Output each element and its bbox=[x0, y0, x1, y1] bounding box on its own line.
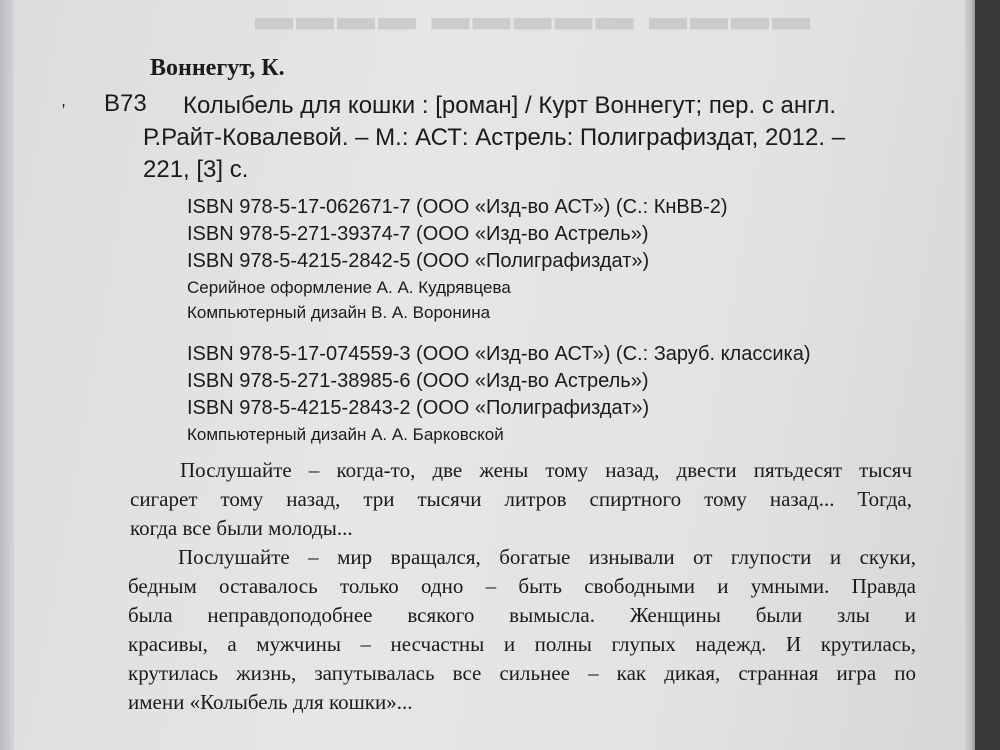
paragraph-line: когда все были молоды... bbox=[130, 516, 353, 540]
catalog-bibliographic-line-1: Колыбель для кошки : [роман] / Курт Воннегут; пер. с англ. bbox=[183, 92, 837, 119]
catalog-bibliographic-line-3: 221, [3] с. bbox=[143, 156, 249, 183]
show-through-text: ▬▬▬▬ ▬▬▬▬▬ ▬▬▬▬ bbox=[255, 9, 813, 51]
paragraph-line: имени «Колыбель для кошки»... bbox=[128, 690, 413, 714]
paragraph-line: Послушайте – когда-то, две жены тому назад, двести пятьдесят тысяч bbox=[180, 458, 912, 482]
page-speck: ' bbox=[62, 100, 66, 120]
paragraph-line: красивы, а мужчины – несчастны и полны глупых надежд. И крутилась, bbox=[128, 632, 916, 656]
epigraph-paragraph-2 bbox=[128, 543, 916, 717]
catalog-author: Воннегут, К. bbox=[150, 55, 285, 81]
paragraph-line: бедным оставалось только одно – быть свободными и умными. Правда bbox=[128, 574, 916, 598]
paragraph-line: Послушайте – мир вращался, богатые изнывали от глупости и скуки, bbox=[178, 545, 916, 569]
design-credit: Серийное оформление А. А. Кудрявцева bbox=[187, 278, 511, 297]
isbn-line: ISBN 978-5-4215-2843-2 (ООО «Полиграфиздат») bbox=[187, 397, 650, 419]
design-credit: Компьютерный дизайн В. А. Воронина bbox=[187, 303, 491, 322]
isbn-line: ISBN 978-5-4215-2842-5 (ООО «Полиграфиздат») bbox=[187, 250, 650, 272]
isbn-line: ISBN 978-5-271-38985-6 (ООО «Изд-во Астрель») bbox=[187, 370, 649, 392]
paragraph-line: сигарет тому назад, три тысячи литров спиртного тому назад... Тогда, bbox=[130, 487, 912, 511]
page-edge bbox=[965, 0, 975, 750]
paragraph-line: была неправдоподобнее всякого вымысла. Женщины были злы и bbox=[128, 603, 916, 627]
paragraph-line: крутилась жизнь, запутывалась все сильнее – как дикая, странная игра по bbox=[128, 661, 916, 685]
epigraph-paragraph-1 bbox=[130, 456, 912, 543]
catalog-code: В73 bbox=[104, 90, 147, 117]
isbn-line: ISBN 978-5-17-074559-3 (ООО «Изд-во АСТ») (С.: Заруб. классика) bbox=[187, 343, 811, 365]
catalog-bibliographic-line-2: Р.Райт-Ковалевой. – М.: АСТ: Астрель: Полиграфиздат, 2012. – bbox=[143, 124, 846, 151]
isbn-line: ISBN 978-5-271-39374-7 (ООО «Изд-во Астрель») bbox=[187, 223, 649, 245]
isbn-line: ISBN 978-5-17-062671-7 (ООО «Изд-во АСТ») (С.: КнВВ-2) bbox=[187, 196, 728, 218]
design-credit: Компьютерный дизайн А. А. Барковской bbox=[187, 425, 504, 444]
book-binding bbox=[0, 0, 14, 750]
